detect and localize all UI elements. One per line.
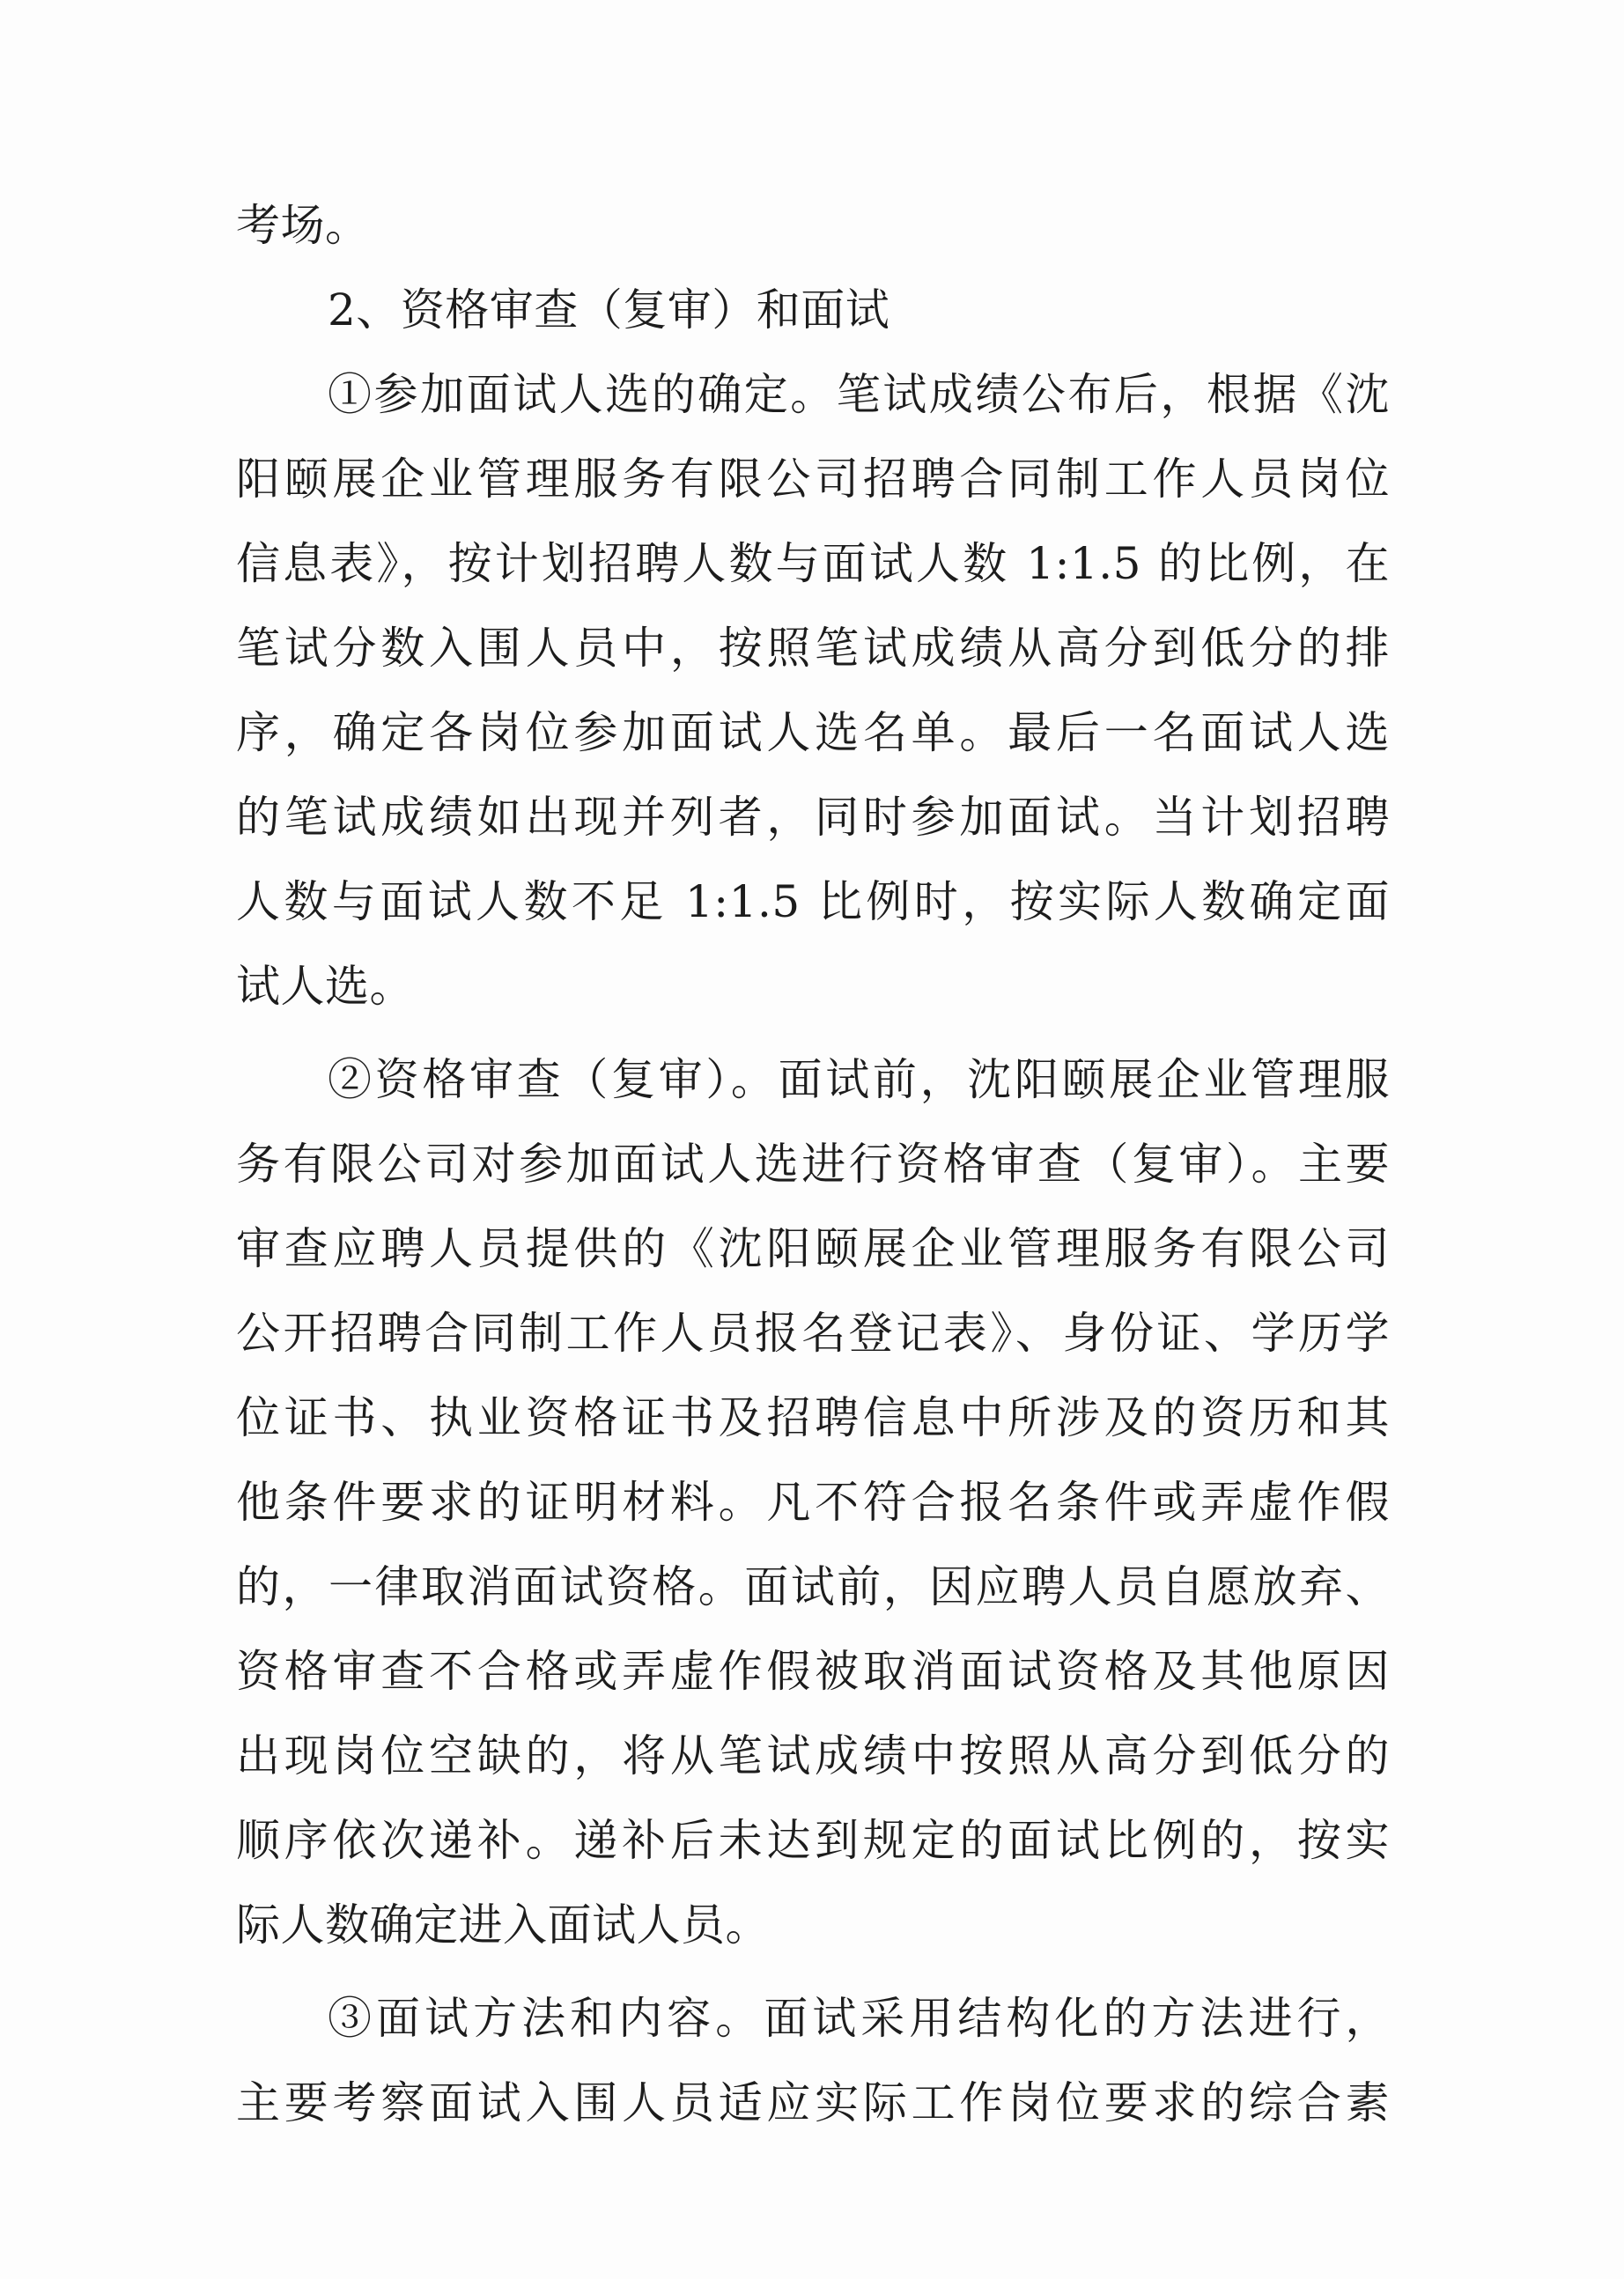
paragraph-line: ③面试方法和内容。面试采用结构化的方法进行， bbox=[328, 1993, 1390, 2044]
paragraph-line: 务有限公司对参加面试人选进行资格审查（复审）。主要 bbox=[236, 1139, 1390, 1190]
paragraph-line: 阳颐展企业管理服务有限公司招聘合同制工作人员岗位 bbox=[236, 454, 1390, 505]
text-line: 考场。 bbox=[236, 200, 370, 251]
paragraph-line: 信息表》，按计划招聘人数与面试人数 1:1.5 的比例，在 bbox=[236, 538, 1390, 589]
paragraph-line: 公开招聘合同制工作人员报名登记表》、身份证、学历学 bbox=[236, 1308, 1390, 1359]
paragraph-line: 笔试分数入围人员中，按照笔试成绩从高分到低分的排 bbox=[236, 623, 1390, 674]
paragraph-line: 主要考察面试入围人员适应实际工作岗位要求的综合素 bbox=[236, 2077, 1390, 2128]
paragraph-gap bbox=[236, 1029, 1390, 1037]
paragraph-line: 试人选。 bbox=[236, 961, 414, 1012]
document-body bbox=[236, 183, 1390, 2145]
paragraph-line: 的笔试成绩如出现并列者，同时参加面试。当计划招聘 bbox=[236, 792, 1390, 843]
paragraph-line: 的，一律取消面试资格。面试前，因应聘人员自愿放弃、 bbox=[236, 1561, 1390, 1612]
paragraph-gap bbox=[236, 1967, 1390, 1976]
paragraph-line: 审查应聘人员提供的《沈阳颐展企业管理服务有限公司 bbox=[236, 1223, 1390, 1274]
paragraph-line: ②资格审查（复审）。面试前，沈阳颐展企业管理服 bbox=[328, 1054, 1390, 1105]
paragraph-line: 人数与面试人数不足 1:1.5 比例时，按实际人数确定面 bbox=[236, 876, 1390, 927]
section-heading: 2、资格审查（复审）和面试 bbox=[328, 284, 890, 336]
paragraph-line: 出现岗位空缺的，将从笔试成绩中按照从高分到低分的 bbox=[236, 1730, 1390, 1781]
paragraph-line: 顺序依次递补。递补后未达到规定的面试比例的，按实 bbox=[236, 1815, 1390, 1866]
paragraph-line: 际人数确定进入面试人员。 bbox=[236, 1899, 770, 1951]
paragraph-line: ①参加面试人选的确定。笔试成绩公布后，根据《沈 bbox=[328, 369, 1390, 420]
paragraph-line: 资格审查不合格或弄虚作假被取消面试资格及其他原因 bbox=[236, 1646, 1390, 1697]
paragraph-line: 位证书、执业资格证书及招聘信息中所涉及的资历和其 bbox=[236, 1392, 1390, 1443]
paragraph-line: 序，确定各岗位参加面试人选名单。最后一名面试人选 bbox=[236, 707, 1390, 758]
paragraph-line: 他条件要求的证明材料。凡不符合报名条件或弄虚作假 bbox=[236, 1477, 1390, 1528]
